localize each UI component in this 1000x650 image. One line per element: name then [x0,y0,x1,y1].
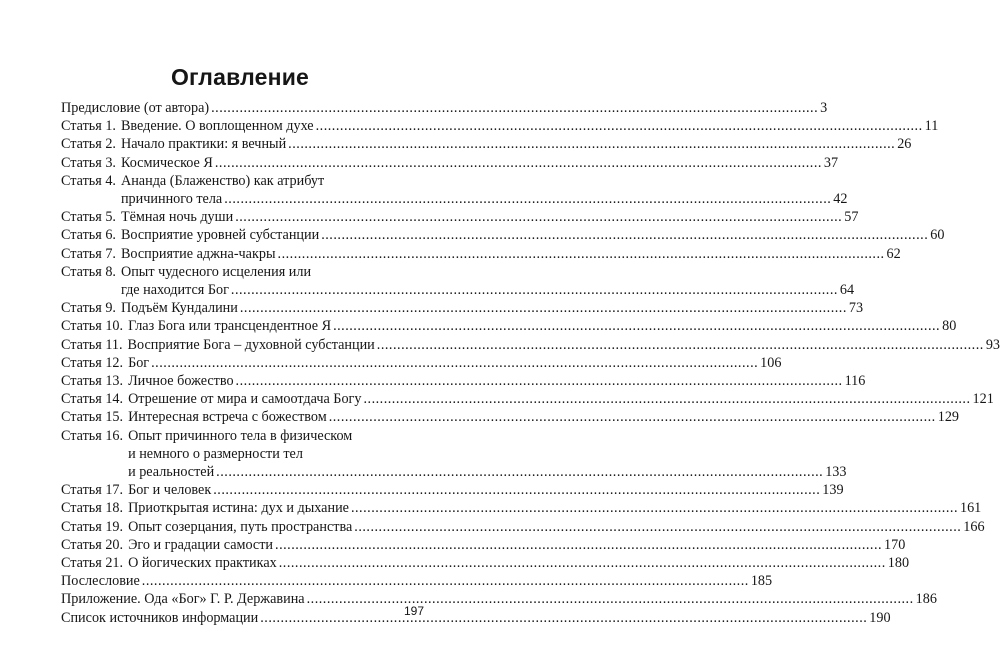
toc-entry-number: Статья 7. [61,245,116,262]
dot-leader [216,463,823,481]
toc-entry-number: Статья 19. [61,518,124,535]
toc-entry-page: 73 [848,300,864,317]
toc-entry-title: Опыт чудесного исцеления или [120,263,312,280]
dot-leader [235,208,842,226]
toc-entry-title: Личное божество [128,373,234,390]
dot-leader [142,572,749,590]
toc-entry-title: Ананда (Блаженство) как атрибут [120,172,325,189]
toc-entry-page: 60 [930,227,945,244]
dot-leader [351,499,958,517]
toc-entry [61,263,855,299]
toc-entry-number: Статья 2. [61,136,116,153]
dot-leader [279,554,886,572]
toc-entry [61,499,982,517]
toc-entry-number: Статья 12. [61,354,124,371]
dot-leader [260,609,867,627]
toc-entry [61,354,782,372]
page-title: Оглавление [170,64,310,90]
toc-entry-number: Статья 4. [61,172,116,189]
dot-leader [316,117,923,135]
dot-leader [329,408,936,426]
toc-entry-page: 186 [915,591,937,608]
table-of-contents [61,99,1000,627]
toc-entry-page: 37 [823,154,839,171]
toc-entry-page: 121 [972,391,994,408]
toc-entry-title: Предисловие (от автора) [61,100,210,116]
toc-entry-number: Статья 8. [61,263,116,280]
toc-entry [61,518,985,536]
toc-entry-page: 170 [884,536,906,553]
toc-entry-title: Приложение. Ода «Бог» Г. Р. Державина [61,591,305,608]
toc-entry-page: 166 [963,518,985,535]
toc-entry-page: 26 [897,136,912,153]
toc-entry [61,336,1000,354]
toc-entry-number: Статья 9. [61,300,116,317]
toc-entry-title: Космическое Я [120,154,213,171]
toc-entry-page: 106 [760,354,782,371]
toc-entry-title: Приоткрытая истина: дух и дыхание [128,500,349,517]
toc-entry [61,172,848,208]
toc-entry-number: Статья 20. [61,536,124,553]
toc-entry-number: Статья 11. [61,336,123,353]
toc-entry [61,135,912,153]
dot-leader [240,299,847,317]
dot-leader [224,190,831,208]
toc-entry [61,554,910,572]
toc-entry [61,299,864,317]
dot-leader [377,336,984,354]
dot-leader [321,226,928,244]
dot-leader [354,518,961,536]
toc-entry-page: 80 [942,318,957,335]
toc-entry-page: 93 [985,336,1000,353]
toc-entry [61,226,945,244]
dot-leader [278,245,885,263]
toc-entry-number: Статья 3. [61,154,116,171]
toc-entry [61,208,859,226]
toc-entry-number: Статья 14. [61,391,124,408]
toc-entry-page: 129 [937,409,959,426]
toc-entry-page: 62 [886,245,901,262]
dot-leader [231,281,838,299]
toc-entry-title: причинного тела [120,191,223,208]
toc-entry-number: Статья 10. [61,318,124,335]
toc-entry-title: и реальностей [128,464,215,481]
toc-entry [61,590,937,608]
toc-entry-title: Восприятие уровней субстанции [120,227,320,244]
toc-entry [61,317,957,335]
toc-entry-title: Эго и градации самости [128,536,274,553]
toc-entry-title: Тёмная ночь души [120,209,234,226]
toc-entry-page: 190 [869,609,891,626]
dot-leader [236,372,843,390]
toc-entry-number: Статья 21. [61,555,124,572]
toc-entry-page: 161 [959,500,982,517]
dot-leader [288,135,895,153]
toc-entry-title: Бог и человек [128,482,212,499]
toc-entry-title: О йогических практиках [128,555,277,572]
toc-entry-number: Статья 15. [61,409,124,426]
toc-entry-page: 11 [924,118,939,135]
toc-entry-title: Опыт созерцания, путь пространства [128,518,353,535]
toc-entry-number: Статья 18. [61,500,124,517]
toc-entry-title: Послесловие [61,573,140,590]
toc-entry-title: Отрешение от мира и самоотдача Богу [128,391,362,408]
toc-entry [61,390,994,408]
dot-leader [211,99,818,117]
toc-entry-page: 57 [844,209,859,226]
toc-entry-title: где находится Бог [120,282,229,299]
toc-entry-title: Подъём Кундалини [120,300,238,317]
toc-entry-title: Восприятие Бога – духовной субстанции [127,336,375,353]
toc-entry-number: Статья 17. [61,482,124,499]
toc-entry [61,99,828,117]
toc-entry-page: 116 [844,373,866,390]
toc-entry-title: Восприятие аджна-чакры [120,245,276,262]
toc-entry-page: 139 [822,482,844,499]
toc-entry-page: 133 [825,464,847,481]
toc-entry-number: Статья 1. [61,118,116,135]
dot-leader [275,536,882,554]
toc-entry-title: Бог [128,354,150,371]
toc-entry-title: Введение. О воплощенном духе [120,118,314,135]
toc-entry [61,372,866,390]
toc-entry-page: 180 [887,555,910,572]
page-number: 197 [404,604,425,618]
toc-entry-page: 64 [839,282,855,299]
toc-entry-title: Начало практики: я вечный [120,136,287,153]
dot-leader [213,481,820,499]
toc-entry-title: Опыт причинного тела в физическом [128,427,353,444]
toc-entry [61,572,773,590]
toc-entry [61,427,847,482]
toc-entry-page: 185 [750,573,773,590]
dot-leader [215,154,822,172]
toc-entry-page: 3 [820,100,828,116]
toc-entry [61,408,959,426]
toc-entry [61,536,906,554]
toc-entry-page: 42 [833,191,848,208]
dot-leader [333,317,940,335]
toc-entry-title: Интересная встреча с божеством [128,409,327,426]
toc-entry-number: Статья 5. [61,209,116,226]
toc-entry-number: Статья 6. [61,227,116,244]
dot-leader [363,390,970,408]
toc-entry [61,245,901,263]
toc-entry-title: Список источников информации [61,609,259,626]
toc-entry-number: Статья 16. [61,427,124,444]
toc-entry-title: Глаз Бога или трансцендентное Я [128,318,332,335]
dot-leader [151,354,758,372]
toc-entry-title: и немного о размерности тел [128,445,303,462]
toc-entry-number: Статья 13. [61,373,124,390]
toc-entry [61,117,939,135]
dot-leader [307,590,914,608]
toc-entry [61,481,844,499]
toc-entry [61,154,839,172]
